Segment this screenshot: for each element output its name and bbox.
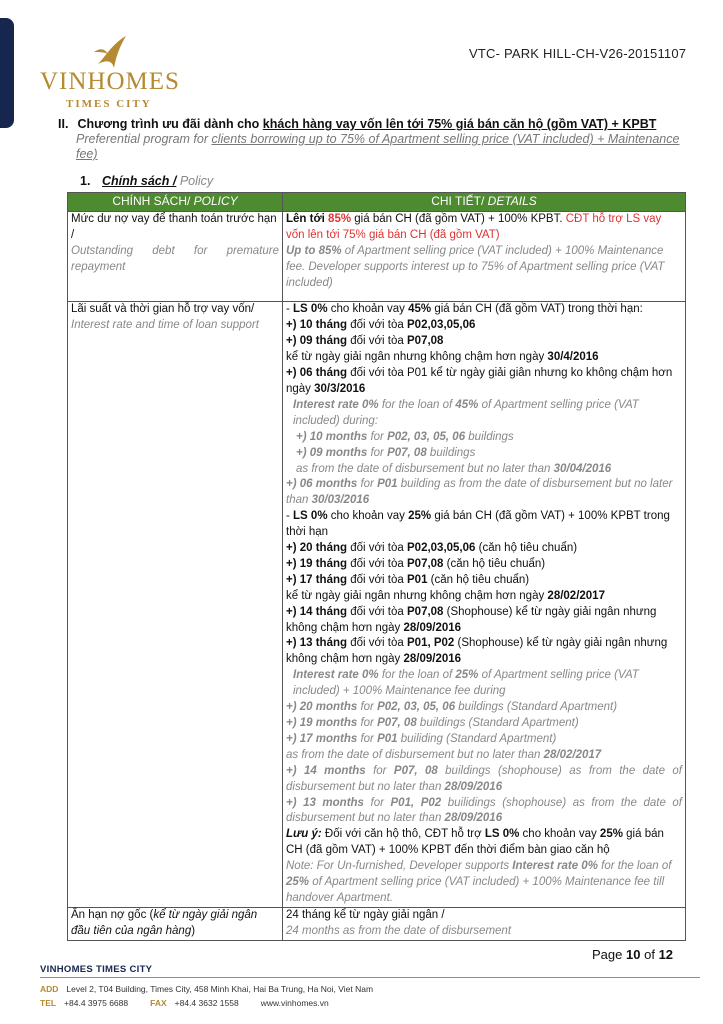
bird-logo-icon (92, 34, 132, 70)
section-title-a: Chương trình ưu đãi dành cho (77, 117, 263, 131)
table-row (68, 211, 686, 302)
section-number: II. (58, 117, 69, 131)
left-accent-bar (0, 18, 14, 128)
footer-contact: TEL +84.4 3975 6688 FAX +84.4 3632 1558 www.vinhomes.vn (40, 998, 329, 1008)
footer-website[interactable]: www.vinhomes.vn (260, 998, 329, 1008)
header-policy: CHÍNH SÁCH/ POLICY (68, 193, 283, 212)
page-number: Page 10 of 12 (592, 947, 674, 962)
logo-wordmark: VINHOMES (40, 68, 180, 95)
footer-divider (40, 977, 700, 978)
policy-table (67, 192, 686, 941)
section-title (58, 117, 678, 132)
row2-details: - LS 0% cho khoản vay 45% giá bán CH (đã gồm VAT) trong thời hạn: +) 10 tháng đối với tòa P02,03,05,06 +) 09 tháng đối với tòa P07,08 kể từ ngày giải ngân nhưng không chậm hơn ngày 30/4/2016 +) 06 tháng đối với tòa P01 kể từ ngày giải giân nhưng ko không chậm hơn ngày 30/3/2016 Interest rate 0% for the loan of 45% of Apartment selling price (VAT included) during: +) 10 months for P02, 03, 05, 06 buildings +) 09 months for P07, 08 buildings as from the date of disbursement but no later than 30/04/2016 +) 06 months for P01 building as from the date of disbursement but no later than 30/03/2016 - LS 0% cho khoản vay 25% giá bán CH (đã gồm VAT) + 100% KPBT trong thời hạn +) 20 tháng đối với tòa P02,03,05,06 (căn hộ tiêu chuẩn) +) 19 tháng đối với tòa P07,08 (căn hộ tiêu chuẩn) +) 17 tháng đối với tòa P01 (căn hộ tiêu chuẩn) kể từ ngày giải ngân nhưng không chậm hơn ngày 28/02/2017 +) 14 tháng đối với tòa P07,08 (Shophouse) kể từ ngày giải ngân nhưng không chậm hơn ngày 28/09/2016 +) 13 tháng đối với tòa P01, P02 (Shophouse) kể từ ngày giải ngân nhưng không chậm hơn ngày 28/09/2016 Interest rate 0% for the loan of 25% of Apartment selling price (VAT included) + 100% Maintenance fee during +) 20 months for P02, 03, 05, 06 buildings (Standard Apartment) +) 19 months for P07, 08 buildings (Standard Apartment) +) 17 months for P01 builiding (Standard Apartment) as from the date of disbursement but no later than 28/02/2017 +) 14 months for P07, 08 buildings (shophouse) as from the date of disbursement but no later than 28/09/2016 +) 13 months for P01, P02 builidings (shophouse) as from the date of disbursement but no later than 28/09/2016 Lưu ý: Đối với căn hộ thô, CĐT hỗ trợ LS 0% cho khoản vay 25% giá bán CH (đã gồm VAT) + 100% KPBT đến thời điểm bàn giao căn hộ Note: For Un-furnished, Developer supports Interest rate 0% for the loan of 25% of Apartment selling price (VAT included) + 100% Maintenance fee till handover Apartment. (283, 302, 686, 907)
footer-company: VINHOMES TIMES CITY (40, 964, 153, 975)
header-details: CHI TIẾT/ DETAILS (283, 193, 686, 212)
row3-policy: Ân hạn nợ gốc (kể từ ngày giải ngân đầu tiên của ngân hàng) (68, 907, 283, 940)
section-sub-b: clients borrowing up to 75% of Apartment selling price (VAT included) + Maintenance fee) (76, 132, 680, 161)
table-row (68, 302, 686, 907)
subsection-number: 1. (80, 174, 91, 188)
subsection-title (80, 174, 213, 188)
section-sub-a: Preferential program for (76, 132, 212, 146)
row1-policy: Mức dư nợ vay để thanh toán trước hạn / Outstanding debt for premature repayment (68, 211, 283, 302)
subsection-label-en: Policy (179, 174, 214, 188)
logo-subtitle: TIMES CITY (66, 98, 152, 110)
table-header-row (68, 193, 686, 212)
footer-address: ADD Level 2, T04 Building, Times City, 458 Minh Khai, Hai Ba Trung, Ha Noi, Viet Nam (40, 984, 374, 994)
subsection-label: Chính sách / (102, 174, 177, 188)
row1-details: Lên tới 85% giá bán CH (đã gồm VAT) + 100% KPBT. CĐT hỗ trợ LS vay vốn lên tới 75% giá bán CH (đã gồm VAT) Up to 85% of Apartment selling price (VAT included) + 100% Maintenance fee. Developer supports interest up to 75% of Apartment selling price (VAT included) (283, 211, 686, 302)
row2-policy: Lãi suất và thời gian hỗ trợ vay vốn/ Interest rate and time of loan support (68, 302, 283, 907)
document-reference: VTC- PARK HILL-CH-V26-20151107 (469, 46, 687, 61)
table-row (68, 907, 686, 940)
section-title-b: khách hàng vay vốn lên tới 75% giá bán căn hộ (gồm VAT) + KPBT (262, 117, 657, 131)
section-subtitle (76, 132, 681, 162)
row3-details: 24 tháng kể từ ngày giải ngân / 24 months as from the date of disbursement (283, 907, 686, 940)
